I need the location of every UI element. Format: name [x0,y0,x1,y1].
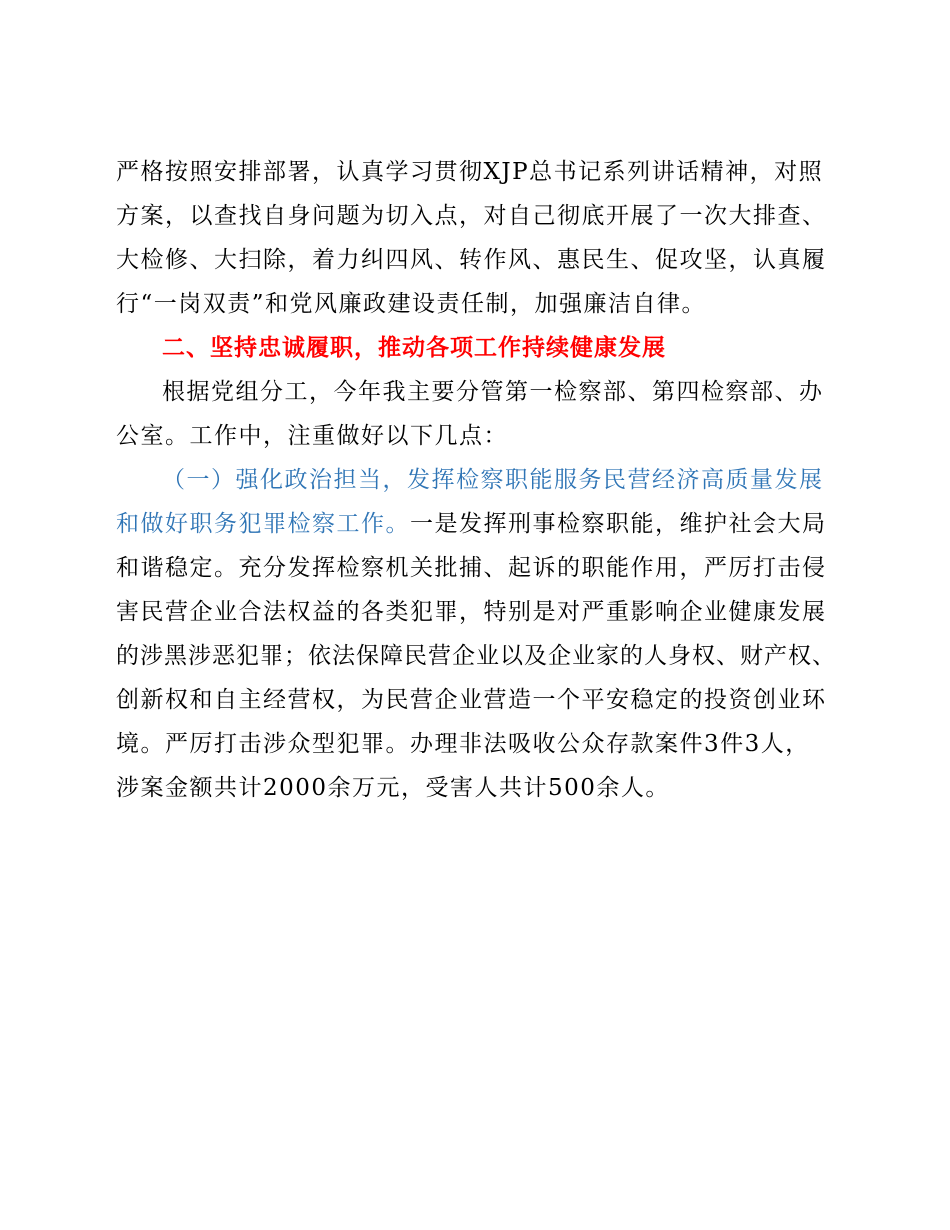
paragraph-1-line-4: 行“一岗双责”和党风廉政建设责任制，加强廉洁自律。 [116,291,707,317]
paragraph-2-line-1: 根据党组分工，今年我主要分管第一检察部、第四检察部、办 [162,379,824,405]
paragraph-1-line-1: 严格按照安排部署，认真学习贯彻XJP总书记系列讲话精神，对照 [116,159,824,185]
paragraph-3-line-8: 涉案金额共计2000余万元，受害人共计500余人。 [116,775,670,801]
paragraph-3-line-3: 和谐稳定。充分发挥检察机关批捕、起诉的职能作用，严厉打击侵 [116,555,827,581]
subheading-1-part-a: （一）强化政治担当，发挥检察职能服务民营经济高质量发展 [162,467,824,493]
paragraph-1-line-3: 大检修、大扫除，着力纠四风、转作风、惠民生、促攻坚，认真履 [116,247,827,273]
paragraph-3-line-5: 的涉黑涉恶犯罪；依法保障民营企业以及企业家的人身权、财产权、 [116,643,836,669]
subheading-1-part-b: 和做好职务犯罪检察工作。 [116,511,410,537]
paragraph-3-line-7: 境。严厉打击涉众型犯罪。办理非法吸收公众存款案件3件3人， [116,731,810,757]
paragraph-2-line-2: 公室。工作中，注重做好以下几点： [116,423,508,449]
paragraph-3-line-2-text: 一是发挥刑事检察职能，维护社会大局 [410,511,827,537]
paragraph-3-line-2 [116,502,827,546]
paragraph-1-line-2: 方案，以查找自身问题为切入点，对自己彻底开展了一次大排查、 [116,203,827,229]
paragraph-3-line-6: 创新权和自主经营权，为民营企业营造一个平安稳定的投资创业环 [116,687,827,713]
section-heading-2: 二、坚持忠诚履职，推动各项工作持续健康发展 [162,335,666,361]
paragraph-3-line-4: 害民营企业合法权益的各类犯罪，特别是对严重影响企业健康发展 [116,599,827,625]
